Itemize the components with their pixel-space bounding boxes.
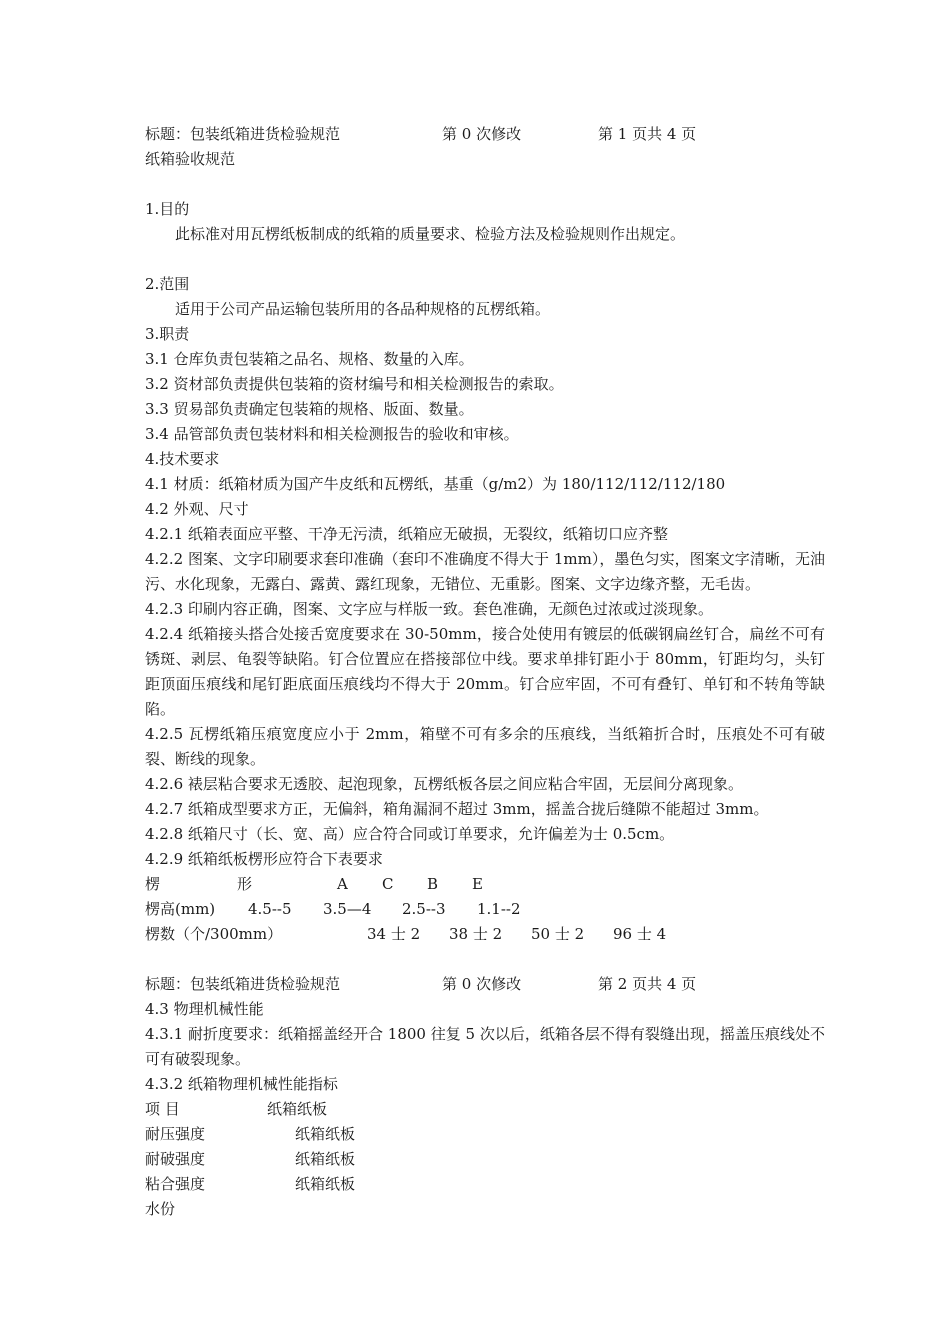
table-cell: 纸箱纸板 [295,1175,356,1193]
section-heading: 1.目的 [145,200,190,218]
section-heading: 4.技术要求 [145,450,220,468]
page-header-1 [145,122,825,147]
flute-table-row [145,872,825,897]
list-item: 3.2 资材部负责提供包装箱的资材编号和相关检测报告的索取。 [145,375,564,393]
header-title: 标题：包装纸箱进货检验规范 [145,125,341,143]
table-cell: 耐破强度 [145,1150,206,1168]
table-cell: 楞数（个/300mm） [145,925,283,943]
table-cell: 3.5—4 [323,900,372,918]
table-cell: 楞 [145,875,161,893]
paragraph: 4.2.1 纸箱表面应平整、干净无污渍，纸箱应无破损，无裂纹，纸箱切口应齐整 [145,525,668,543]
table-cell: 楞高(mm) [145,900,216,918]
table-cell: 形 [237,875,253,893]
paragraph: 4.2.4 纸箱接头搭合处接舌宽度要求在 30-50mm，接合处使用有镀层的低碳钢扁丝钉合，扁丝不可有锈斑、剥层、龟裂等缺陷。钉合位置应在搭接部位中线。要求单排钉距小于 80mm，钉距均匀，头钉距顶面压痕线和尾钉距底面压痕线均不得大于 20mm。钉合应牢固，不可有叠钉、单钉和不转角等缺陷。 [145,625,825,718]
paragraph: 4.2.8 纸箱尺寸（长、宽、高）应合符合同或订单要求，允许偏差为士 0.5cm。 [145,825,675,843]
table-cell: 96 士 4 [613,925,667,943]
section-heading: 4.3 物理机械性能 [145,1000,264,1018]
table-cell: 粘合强度 [145,1175,206,1193]
table-cell: 38 士 2 [449,925,503,943]
section-text: 适用于公司产品运输包装所用的各品种规格的瓦楞纸箱。 [175,300,551,318]
table-cell: 1.1--2 [477,900,521,918]
paragraph: 4.2.6 裱层粘合要求无透胶、起泡现象，瓦楞纸板各层之间应粘合牢固，无层间分离现象。 [145,775,743,793]
header-revision: 第 0 次修改 [442,125,522,143]
table-cell: 纸箱纸板 [295,1150,356,1168]
table-cell: E [472,875,483,893]
paragraph: 4.2.7 纸箱成型要求方正，无偏斜，箱角漏洞不超过 3mm，摇盖合拢后缝隙不能超过 3mm。 [145,800,769,818]
paragraph: 4.2.3 印刷内容正确，图案、文字应与样版一致。套色准确，无颜色过浓或过淡现象。 [145,600,713,618]
table-cell: 项 目 [145,1100,180,1118]
perf-table-row [145,1172,825,1197]
spacer [145,247,825,272]
perf-table-header [145,1097,825,1122]
table-cell: 34 士 2 [367,925,421,943]
paragraph: 4.3.1 耐折度要求：纸箱摇盖经开合 1800 往复 5 次以后，纸箱各层不得有裂缝出现，摇盖压痕线处不可有破裂现象。 [145,1025,825,1068]
table-cell: B [427,875,439,893]
flute-table-row [145,922,825,947]
list-item: 3.3 贸易部负责确定包装箱的规格、版面、数量。 [145,400,474,418]
spacer [145,172,825,197]
table-cell: A [337,875,348,893]
header-page-number: 第 2 页共 4 页 [598,975,697,993]
header-title: 标题：包装纸箱进货检验规范 [145,975,341,993]
list-item: 3.1 仓库负责包装箱之品名、规格、数量的入库。 [145,350,474,368]
table-cell: 50 士 2 [531,925,585,943]
paragraph: 4.2.5 瓦楞纸箱压痕宽度应小于 2mm，箱壁不可有多余的压痕线，当纸箱折合时，压痕处不可有破裂、断线的现象。 [145,725,825,768]
paragraph: 4.1 材质：纸箱材质为国产牛皮纸和瓦楞纸，基重（g/m2）为 180/112/112/112/180 [145,475,726,493]
section-text: 此标准对用瓦楞纸板制成的纸箱的质量要求、检验方法及检验规则作出规定。 [175,225,686,243]
paragraph: 4.2.2 图案、文字印刷要求套印准确（套印不准确度不得大于 1mm），墨色匀实，图案文字清晰，无油污、水化现象，无露白、露黄、露红现象，无错位、无重影。图案、文字边缘齐整，无毛齿。 [145,550,825,593]
perf-table-row [145,1122,825,1147]
table-cell: C [382,875,394,893]
section-heading: 3.职责 [145,325,190,343]
paragraph: 4.3.2 纸箱物理机械性能指标 [145,1075,338,1093]
table-cell: 纸箱纸板 [295,1125,356,1143]
table-cell: 水份 [145,1200,176,1218]
perf-table-row [145,1197,825,1222]
paragraph: 4.2 外观、尺寸 [145,500,249,518]
table-cell: 纸箱纸板 [267,1100,328,1118]
header-page-number: 第 1 页共 4 页 [598,125,697,143]
perf-table-row [145,1147,825,1172]
document-title: 纸箱验收规范 [145,150,236,168]
page-header-2 [145,972,825,997]
paragraph: 4.2.9 纸箱纸板楞形应符合下表要求 [145,850,383,868]
flute-table-row [145,897,825,922]
spacer [145,947,825,972]
document-page [145,122,825,1222]
table-cell: 耐压强度 [145,1125,206,1143]
header-revision: 第 0 次修改 [442,975,522,993]
table-cell: 2.5--3 [402,900,446,918]
table-cell: 4.5--5 [248,900,292,918]
section-heading: 2.范围 [145,275,190,293]
list-item: 3.4 品管部负责包装材料和相关检测报告的验收和审核。 [145,425,519,443]
